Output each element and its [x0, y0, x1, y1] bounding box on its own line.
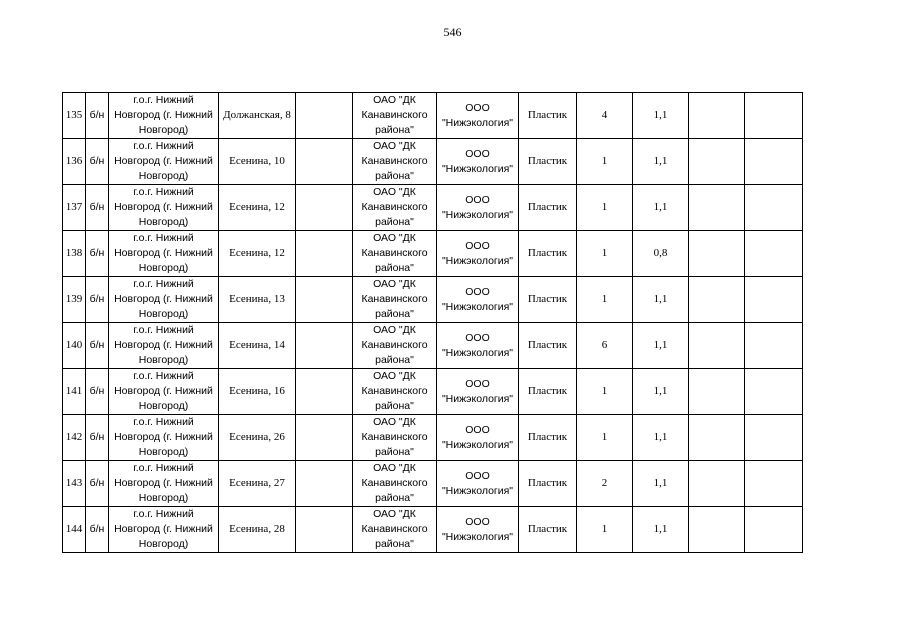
cell-owner: ОАО "ДК Канавинского района"	[353, 277, 437, 323]
cell-status: б/н	[86, 507, 109, 553]
cell-municipality: г.о.г. Нижний Новгород (г. Нижний Новгород)	[109, 231, 219, 277]
cell-number: 135	[63, 93, 86, 139]
cell-owner: ОАО "ДК Канавинского района"	[353, 139, 437, 185]
table-row	[63, 507, 803, 553]
cell-volume: 1,1	[633, 415, 689, 461]
cell-volume: 0,8	[633, 231, 689, 277]
cell-count: 1	[577, 139, 633, 185]
cell-owner: ОАО "ДК Канавинского района"	[353, 231, 437, 277]
cell-material: Пластик	[519, 369, 577, 415]
cell-blank	[296, 369, 353, 415]
cell-municipality: г.о.г. Нижний Новгород (г. Нижний Новгород)	[109, 323, 219, 369]
cell-count: 1	[577, 277, 633, 323]
cell-blank	[296, 277, 353, 323]
cell-blank	[296, 139, 353, 185]
cell-extra-1	[689, 93, 745, 139]
cell-extra-2	[745, 323, 803, 369]
cell-extra-2	[745, 231, 803, 277]
cell-owner: ОАО "ДК Канавинского района"	[353, 507, 437, 553]
cell-address: Есенина, 27	[219, 461, 296, 507]
cell-material: Пластик	[519, 231, 577, 277]
cell-operator: ООО "Нижэкология"	[437, 93, 519, 139]
cell-status: б/н	[86, 277, 109, 323]
cell-extra-1	[689, 185, 745, 231]
cell-owner: ОАО "ДК Канавинского района"	[353, 415, 437, 461]
cell-volume: 1,1	[633, 323, 689, 369]
cell-municipality: г.о.г. Нижний Новгород (г. Нижний Новгород)	[109, 185, 219, 231]
cell-number: 137	[63, 185, 86, 231]
cell-address: Есенина, 28	[219, 507, 296, 553]
cell-blank	[296, 323, 353, 369]
cell-extra-2	[745, 277, 803, 323]
cell-extra-1	[689, 139, 745, 185]
cell-municipality: г.о.г. Нижний Новгород (г. Нижний Новгород)	[109, 277, 219, 323]
cell-count: 2	[577, 461, 633, 507]
cell-municipality: г.о.г. Нижний Новгород (г. Нижний Новгород)	[109, 369, 219, 415]
cell-volume: 1,1	[633, 507, 689, 553]
cell-blank	[296, 185, 353, 231]
cell-number: 143	[63, 461, 86, 507]
cell-owner: ОАО "ДК Канавинского района"	[353, 185, 437, 231]
cell-material: Пластик	[519, 415, 577, 461]
cell-extra-2	[745, 369, 803, 415]
cell-number: 140	[63, 323, 86, 369]
cell-municipality: г.о.г. Нижний Новгород (г. Нижний Новгород)	[109, 415, 219, 461]
cell-blank	[296, 231, 353, 277]
cell-extra-2	[745, 139, 803, 185]
cell-count: 1	[577, 415, 633, 461]
cell-operator: ООО "Нижэкология"	[437, 277, 519, 323]
cell-extra-2	[745, 93, 803, 139]
cell-extra-1	[689, 231, 745, 277]
cell-operator: ООО "Нижэкология"	[437, 415, 519, 461]
cell-status: б/н	[86, 93, 109, 139]
cell-owner: ОАО "ДК Канавинского района"	[353, 323, 437, 369]
cell-number: 141	[63, 369, 86, 415]
table-row	[63, 369, 803, 415]
cell-status: б/н	[86, 461, 109, 507]
cell-status: б/н	[86, 139, 109, 185]
cell-blank	[296, 507, 353, 553]
cell-address: Есенина, 16	[219, 369, 296, 415]
cell-municipality: г.о.г. Нижний Новгород (г. Нижний Новгород)	[109, 93, 219, 139]
table-row	[63, 323, 803, 369]
cell-extra-2	[745, 415, 803, 461]
cell-operator: ООО "Нижэкология"	[437, 231, 519, 277]
cell-extra-2	[745, 507, 803, 553]
table-row	[63, 415, 803, 461]
cell-volume: 1,1	[633, 185, 689, 231]
registry-table	[62, 92, 803, 553]
cell-material: Пластик	[519, 185, 577, 231]
cell-address: Есенина, 13	[219, 277, 296, 323]
cell-extra-1	[689, 369, 745, 415]
cell-status: б/н	[86, 231, 109, 277]
cell-volume: 1,1	[633, 461, 689, 507]
cell-owner: ОАО "ДК Канавинского района"	[353, 369, 437, 415]
cell-volume: 1,1	[633, 369, 689, 415]
cell-number: 142	[63, 415, 86, 461]
cell-status: б/н	[86, 415, 109, 461]
cell-material: Пластик	[519, 507, 577, 553]
cell-municipality: г.о.г. Нижний Новгород (г. Нижний Новгород)	[109, 461, 219, 507]
cell-address: Есенина, 12	[219, 231, 296, 277]
cell-count: 1	[577, 185, 633, 231]
cell-municipality: г.о.г. Нижний Новгород (г. Нижний Новгород)	[109, 507, 219, 553]
cell-extra-2	[745, 185, 803, 231]
cell-operator: ООО "Нижэкология"	[437, 461, 519, 507]
cell-operator: ООО "Нижэкология"	[437, 185, 519, 231]
cell-volume: 1,1	[633, 277, 689, 323]
table-row	[63, 461, 803, 507]
cell-blank	[296, 93, 353, 139]
cell-extra-1	[689, 323, 745, 369]
cell-address: Есенина, 10	[219, 139, 296, 185]
table-body	[63, 93, 803, 553]
cell-count: 1	[577, 507, 633, 553]
cell-status: б/н	[86, 369, 109, 415]
cell-material: Пластик	[519, 139, 577, 185]
table-row	[63, 231, 803, 277]
cell-material: Пластик	[519, 461, 577, 507]
cell-extra-1	[689, 507, 745, 553]
cell-address: Должанская, 8	[219, 93, 296, 139]
cell-material: Пластик	[519, 93, 577, 139]
table-row	[63, 93, 803, 139]
cell-municipality: г.о.г. Нижний Новгород (г. Нижний Новгород)	[109, 139, 219, 185]
cell-extra-1	[689, 461, 745, 507]
cell-extra-1	[689, 277, 745, 323]
cell-material: Пластик	[519, 323, 577, 369]
table-row	[63, 139, 803, 185]
cell-count: 1	[577, 231, 633, 277]
cell-volume: 1,1	[633, 93, 689, 139]
cell-owner: ОАО "ДК Канавинского района"	[353, 93, 437, 139]
cell-status: б/н	[86, 185, 109, 231]
cell-number: 136	[63, 139, 86, 185]
cell-count: 1	[577, 369, 633, 415]
cell-blank	[296, 461, 353, 507]
cell-number: 139	[63, 277, 86, 323]
cell-operator: ООО "Нижэкология"	[437, 139, 519, 185]
cell-extra-1	[689, 415, 745, 461]
cell-operator: ООО "Нижэкология"	[437, 507, 519, 553]
cell-count: 4	[577, 93, 633, 139]
cell-address: Есенина, 26	[219, 415, 296, 461]
cell-address: Есенина, 14	[219, 323, 296, 369]
table-row	[63, 185, 803, 231]
cell-operator: ООО "Нижэкология"	[437, 323, 519, 369]
cell-extra-2	[745, 461, 803, 507]
cell-volume: 1,1	[633, 139, 689, 185]
cell-number: 144	[63, 507, 86, 553]
cell-blank	[296, 415, 353, 461]
cell-owner: ОАО "ДК Канавинского района"	[353, 461, 437, 507]
cell-number: 138	[63, 231, 86, 277]
cell-operator: ООО "Нижэкология"	[437, 369, 519, 415]
cell-material: Пластик	[519, 277, 577, 323]
cell-address: Есенина, 12	[219, 185, 296, 231]
page-number: 546	[443, 25, 462, 39]
table-row	[63, 277, 803, 323]
cell-count: 6	[577, 323, 633, 369]
cell-status: б/н	[86, 323, 109, 369]
